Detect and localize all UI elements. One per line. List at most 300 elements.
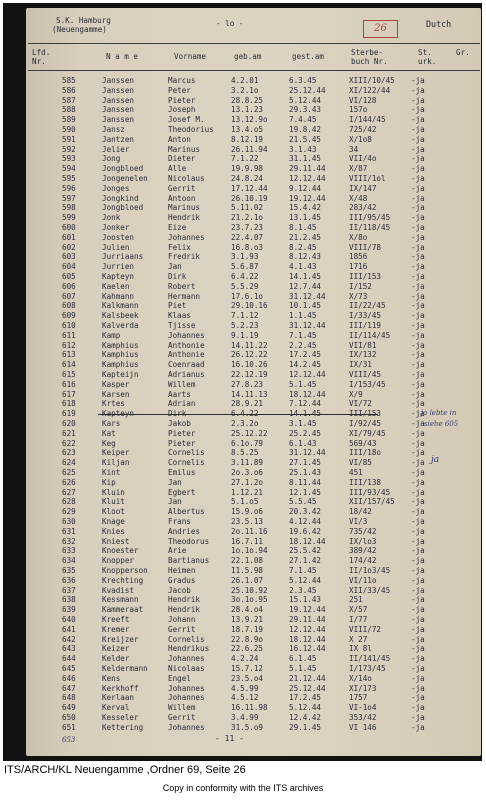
first-name: Adrian	[168, 399, 196, 409]
certificate-mark: -ja	[411, 634, 425, 644]
row-number: 644	[62, 654, 76, 664]
row-number: 592	[62, 144, 76, 154]
certificate-mark: -ja	[411, 213, 425, 223]
death-date: 6.3.45	[289, 76, 317, 85]
strikethrough-line	[98, 414, 378, 415]
certificate-mark: -ja	[411, 115, 425, 125]
death-date: 27.1.42	[289, 556, 322, 566]
row-number: 633	[62, 546, 76, 556]
row-number: 615	[62, 370, 76, 379]
row-number: 588	[62, 105, 76, 115]
certificate-mark: -ja	[411, 330, 425, 340]
death-date: 8.2.45	[289, 242, 317, 252]
surname: Jurrien	[102, 262, 135, 272]
certificate-mark: -ja	[411, 85, 425, 95]
col-gest: gest.am	[292, 52, 325, 61]
row-number: 597	[62, 193, 76, 203]
certificate-mark: -ja	[411, 624, 425, 634]
row-number: 631	[62, 526, 76, 536]
surname: Kesseler	[102, 713, 139, 722]
birth-date: 4.5.99	[231, 683, 259, 693]
birth-date: 5.6.87	[231, 262, 259, 272]
first-name: Andries	[168, 526, 201, 536]
birth-date: 3.4.99	[231, 713, 259, 722]
death-register-no: 451	[349, 468, 363, 477]
death-register-no: X/8o	[349, 232, 368, 242]
death-register-no: XI/79/45	[349, 428, 386, 438]
birth-date: 2o.11.16	[231, 526, 268, 536]
surname: Kint	[102, 468, 121, 477]
row-number: 648	[62, 693, 76, 703]
surname: Kens	[102, 673, 121, 683]
birth-date: 3o.1o.95	[231, 595, 268, 605]
birth-date: 5.2.23	[231, 321, 259, 330]
death-date: 5.12.44	[289, 575, 322, 585]
surname: Jongenelen	[102, 174, 148, 183]
certificate-mark: -ja	[411, 507, 425, 517]
surname: Joosten	[102, 232, 135, 242]
birth-date: 22.4.07	[231, 232, 264, 242]
first-name: Tjisse	[168, 321, 196, 330]
first-name: Arie	[168, 546, 187, 556]
row-number: 600	[62, 223, 76, 232]
row-number: 619	[62, 409, 76, 419]
death-register-no: I/77	[349, 615, 368, 624]
certificate-mark: -ja	[411, 389, 425, 399]
first-name: Albertus	[168, 507, 205, 517]
surname: Kloot	[102, 507, 125, 517]
certificate-mark: -ja	[411, 517, 425, 526]
surname: Jongbloed	[102, 203, 144, 213]
first-name: Adrianus	[168, 370, 205, 379]
birth-date: 15.7.12	[231, 664, 264, 673]
birth-date: 7.1.12	[231, 311, 259, 321]
birth-date: 26.12.22	[231, 350, 268, 360]
birth-date: 28.9.21	[231, 399, 264, 409]
first-name: Dirk	[168, 409, 187, 419]
death-register-no: III/153	[349, 272, 382, 281]
death-register-no: X/73	[349, 291, 368, 301]
certificate-mark: -ja	[411, 223, 425, 232]
certificate-mark: -ja	[411, 291, 425, 301]
death-register-no: X 27	[349, 634, 368, 644]
certificate-mark: -ja	[411, 95, 425, 105]
certificate-mark: -ja	[411, 664, 425, 673]
death-register-no: VI/72	[349, 399, 372, 409]
death-register-no: 283/42	[349, 203, 377, 213]
death-date: 18.12.44	[289, 389, 326, 399]
row-number: 589	[62, 115, 76, 125]
birth-date: 2.3.2o	[231, 419, 259, 428]
birth-date: 24.8.24	[231, 174, 264, 183]
birth-date: 6.1o.79	[231, 438, 264, 448]
surname: Kvadist	[102, 585, 135, 595]
note-row-618: ja lebte in	[421, 409, 457, 417]
birth-date: 25.10.92	[231, 585, 268, 595]
death-date: 21.5.45	[289, 134, 322, 144]
certificate-mark: -ja	[411, 134, 425, 144]
death-date: 1.1.45	[289, 311, 317, 321]
certificate-mark: -ja	[411, 458, 425, 468]
surname: Kalsbeek	[102, 311, 139, 321]
birth-date: 8.12.19	[231, 134, 264, 144]
birth-date: 22.12.19	[231, 370, 268, 379]
death-date: 19.8.42	[289, 125, 322, 134]
row-number: 649	[62, 703, 76, 713]
first-name: Hendrik	[168, 213, 201, 223]
row-number: 646	[62, 673, 76, 683]
camp-subname: (Neuengamme)	[52, 25, 107, 34]
death-date: 19.12.44	[289, 605, 326, 615]
surname: Kahmann	[102, 291, 135, 301]
certificate-mark: -ja	[411, 281, 425, 291]
col-name: N a m e	[106, 52, 139, 61]
note-last-nr: 653	[62, 736, 76, 744]
death-register-no: III/18o	[349, 448, 382, 458]
certificate-mark: -ja	[411, 370, 425, 379]
row-number: 632	[62, 536, 76, 546]
row-number: 638	[62, 595, 76, 605]
death-date: 7.4.45	[289, 115, 317, 125]
first-name: Johannes	[168, 722, 205, 732]
death-register-no: II/114/45	[349, 330, 391, 340]
row-number: 626	[62, 477, 76, 487]
birth-date: 13.12.9o	[231, 115, 268, 125]
birth-date: 7.1.22	[231, 154, 259, 164]
death-register-no: VI/85	[349, 458, 372, 468]
first-name: Willem	[168, 379, 196, 389]
first-name: Theodorus	[168, 536, 210, 546]
death-register-no: I/153/45	[349, 379, 386, 389]
death-register-no: IX 8l	[349, 644, 372, 654]
first-name: Gerrit	[168, 624, 196, 634]
certificate-mark: -ja	[411, 203, 425, 213]
death-date: 6.1.45	[289, 654, 317, 664]
death-date: 12.4.42	[289, 713, 322, 722]
surname: Kreeft	[102, 615, 130, 624]
certificate-mark: -ja	[411, 487, 425, 497]
row-number: 647	[62, 683, 76, 693]
first-name: Peter	[168, 85, 191, 95]
first-name: Anton	[168, 134, 191, 144]
surname: Jonker	[102, 223, 130, 232]
surname: Jansz	[102, 125, 125, 134]
birth-date: 26.10.19	[231, 193, 268, 203]
death-date: 12.1.45	[289, 487, 322, 497]
birth-date: 27.8.23	[231, 379, 264, 389]
row-number: 593	[62, 154, 76, 164]
birth-date: 18.7.19	[231, 624, 264, 634]
death-register-no: 18/42	[349, 507, 372, 517]
birth-date: 22.6.25	[231, 644, 264, 654]
surname: Kreijzer	[102, 634, 139, 644]
death-register-no: VII/4o	[349, 154, 377, 164]
surname: Kerlaan	[102, 693, 135, 703]
surname: Kamphius	[102, 350, 139, 360]
surname: Jongbloed	[102, 164, 144, 174]
death-date: 29.3.43	[289, 105, 322, 115]
birth-date: 3.1.93	[231, 252, 259, 262]
death-date: 12.12.44	[289, 370, 326, 379]
first-name: Frans	[168, 517, 191, 526]
first-name: Hendrik	[168, 595, 201, 605]
death-date: 6.1.43	[289, 438, 317, 448]
death-register-no: 735/42	[349, 526, 377, 536]
death-date: 18.12.44	[289, 634, 326, 644]
row-number: 605	[62, 272, 76, 281]
col-geb: geb.am	[234, 52, 262, 61]
birth-date: 23.5.o4	[231, 673, 264, 683]
row-number: 604	[62, 262, 76, 272]
death-register-no: XII/157/45	[349, 497, 395, 507]
certificate-mark: -ja	[411, 654, 425, 664]
first-name: Nicolaas	[168, 664, 205, 673]
surname: Kammeraat	[102, 605, 144, 615]
birth-date: 19.9.98	[231, 164, 264, 174]
row-number: 596	[62, 183, 76, 193]
certificate-mark: -ja	[411, 232, 425, 242]
death-date: 5.1.45	[289, 379, 317, 389]
death-date: 19.12.44	[289, 193, 326, 203]
first-name: Klaas	[168, 311, 191, 321]
first-name: Joseph	[168, 105, 196, 115]
first-name: Johannes	[168, 693, 205, 703]
header-rule-top	[28, 43, 480, 44]
row-number: 627	[62, 487, 76, 497]
first-name: Cornelis	[168, 458, 205, 468]
surname: Keiper	[102, 448, 130, 458]
death-date: 3.1.43	[289, 144, 317, 154]
death-date: 29.1.45	[289, 722, 322, 732]
death-date: 5.12.44	[289, 703, 322, 713]
first-name: Pieter	[168, 438, 196, 448]
death-date: 14.2.45	[289, 360, 322, 370]
death-register-no: I/152	[349, 281, 372, 291]
row-number: 617	[62, 389, 76, 399]
first-name: Marcus	[168, 76, 196, 85]
row-number: 651	[62, 722, 76, 732]
row-number: 645	[62, 664, 76, 673]
death-date: 25.12.44	[289, 683, 326, 693]
first-name: Engel	[168, 673, 191, 683]
row-number: 616	[62, 379, 76, 389]
death-register-no: III/93/45	[349, 487, 391, 497]
first-name: Dieter	[168, 154, 196, 164]
death-register-no: 251	[349, 595, 363, 605]
death-register-no: III/138	[349, 477, 382, 487]
surname: Keldermann	[102, 664, 148, 673]
birth-date: 14.11.13	[231, 389, 268, 399]
row-number: 602	[62, 242, 76, 252]
certificate-mark: -ja	[411, 556, 425, 566]
death-register-no: X/9	[349, 389, 363, 399]
row-number: 639	[62, 605, 76, 615]
first-name: Pieter	[168, 95, 196, 105]
surname: Kapteyn	[102, 409, 135, 419]
death-register-no: IX/147	[349, 183, 377, 193]
first-name: Anthonie	[168, 340, 205, 350]
surname: Kapteyn	[102, 272, 135, 281]
death-date: 7.1.45	[289, 330, 317, 340]
row-number: 603	[62, 252, 76, 262]
first-name: Gerrit	[168, 183, 196, 193]
birth-date: 9.1.19	[231, 330, 259, 340]
birth-date: 16.10.26	[231, 360, 268, 370]
surname: Kapteijn	[102, 370, 139, 379]
death-register-no: 353/42	[349, 713, 377, 722]
certificate-mark: -ja	[411, 703, 425, 713]
row-number: 628	[62, 497, 76, 507]
death-register-no: II/1o3/45	[349, 566, 391, 575]
surname: Kasper	[102, 379, 130, 389]
certificate-mark: -ja	[411, 193, 425, 203]
death-register-no: X/57	[349, 605, 368, 615]
birth-date: 6.4.22	[231, 409, 259, 419]
certificate-mark: -ja	[411, 644, 425, 654]
surname: Julien	[102, 242, 130, 252]
birth-date: 8.5.25	[231, 448, 259, 458]
surname: Knopperson	[102, 566, 148, 575]
row-number: 624	[62, 458, 76, 468]
death-date: 4.1.43	[289, 262, 317, 272]
death-date: 17.2.45	[289, 350, 322, 360]
certificate-mark: -ja	[411, 242, 425, 252]
death-register-no: 1757	[349, 693, 368, 703]
row-number: 620	[62, 419, 76, 428]
birth-date: 14.11.22	[231, 340, 268, 350]
surname: Krechting	[102, 575, 144, 585]
row-number: 594	[62, 164, 76, 174]
birth-date: 27.1.2o	[231, 477, 264, 487]
certificate-mark: -ja	[411, 164, 425, 174]
death-register-no: X/87	[349, 164, 368, 174]
surname: Kamphius	[102, 340, 139, 350]
row-number: 611	[62, 330, 76, 340]
certificate-mark: -ja	[411, 713, 425, 722]
death-register-no: VI 146	[349, 722, 377, 732]
certificate-mark: -ja	[411, 438, 425, 448]
death-date: 21.12.44	[289, 673, 326, 683]
death-date: 17.2.45	[289, 693, 322, 703]
certificate-mark: -ja	[411, 605, 425, 615]
certificate-mark: -ja	[411, 379, 425, 389]
death-register-no: 34	[349, 144, 359, 154]
birth-date: 4.5.12	[231, 693, 259, 703]
row-number: 650	[62, 713, 76, 722]
death-date: 7.12.44	[289, 399, 322, 409]
death-date: 2.2.45	[289, 340, 317, 350]
certificate-mark: -ja	[411, 419, 425, 428]
death-date: 10.1.45	[289, 301, 322, 311]
first-name: Jan	[168, 477, 182, 487]
death-date: 7.1.45	[289, 566, 317, 575]
death-register-no: 157o	[349, 105, 368, 115]
surname: Kat	[102, 428, 116, 438]
row-number: 610	[62, 321, 76, 330]
surname: Kluit	[102, 497, 125, 507]
first-name: Jan	[168, 262, 182, 272]
birth-date: 4.2.01	[231, 76, 259, 85]
death-register-no: I/33/45	[349, 311, 382, 321]
certificate-mark: -ja	[411, 409, 425, 419]
row-number: 643	[62, 644, 76, 654]
certificate-mark: -ja	[411, 693, 425, 703]
certificate-mark: -ja	[411, 144, 425, 154]
birth-date: 4.2.24	[231, 654, 259, 664]
birth-date: 23.7.23	[231, 223, 264, 232]
register-sheet	[26, 8, 481, 756]
death-date: 8.11.44	[289, 477, 322, 487]
row-number: 636	[62, 575, 76, 585]
page-stamp: 26	[363, 20, 398, 38]
first-name: Jakob	[168, 419, 191, 428]
certificate-mark: -ja	[411, 301, 425, 311]
certificate-mark: -ja	[411, 252, 425, 262]
sheet-page-number: - 11 -	[215, 734, 244, 743]
header-rule-bottom	[28, 70, 480, 71]
first-name: Hendrik	[168, 605, 201, 615]
surname: Kamphius	[102, 360, 139, 370]
row-number: 585	[62, 76, 76, 85]
death-date: 5.5.45	[289, 497, 317, 507]
surname: Knage	[102, 517, 125, 526]
death-register-no: II/118/45	[349, 223, 391, 232]
surname: Janssen	[102, 105, 135, 115]
birth-date: 26.1.07	[231, 575, 264, 585]
death-date: 31.12.44	[289, 448, 326, 458]
row-number: 623	[62, 448, 76, 458]
first-name: Emilus	[168, 468, 196, 477]
first-name: Felix	[168, 242, 191, 252]
birth-date: 26.11.94	[231, 144, 268, 154]
first-name: Jan	[168, 497, 182, 507]
death-register-no: III/119	[349, 321, 382, 330]
death-register-no: I/173/45	[349, 664, 386, 673]
first-name: Johannes	[168, 330, 205, 340]
certificate-mark: -ja	[411, 125, 425, 134]
death-date: 20.3.42	[289, 507, 322, 517]
surname: Janssen	[102, 85, 135, 95]
birth-date: 29.10.16	[231, 301, 268, 311]
col-vorname: Vorname	[174, 52, 207, 61]
death-date: 2.3.45	[289, 585, 317, 595]
first-name: Johann	[168, 615, 196, 624]
death-register-no: III/95/45	[349, 213, 391, 223]
certificate-mark: -ja	[411, 546, 425, 556]
surname: Kerkhoff	[102, 683, 139, 693]
first-name: Antoon	[168, 193, 196, 203]
first-name: Anthonie	[168, 350, 205, 360]
surname: Keg	[102, 438, 116, 448]
birth-date: 13.9.21	[231, 615, 264, 624]
first-name: Willem	[168, 703, 196, 713]
first-name: Piet	[168, 301, 187, 311]
first-name: Egbert	[168, 487, 196, 497]
row-number: 587	[62, 95, 76, 105]
surname: Janssen	[102, 76, 135, 85]
birth-date: 5.1.o5	[231, 497, 259, 507]
certificate-mark: -ja	[411, 183, 425, 193]
certificate-mark: -ja	[411, 468, 425, 477]
certificate-mark: -ja	[411, 615, 425, 624]
row-number: 614	[62, 360, 76, 370]
surname: Jonges	[102, 183, 130, 193]
first-name: Josef M.	[168, 115, 205, 125]
birth-date: 16.11.98	[231, 703, 268, 713]
row-number: 642	[62, 634, 76, 644]
birth-date: 28.4.o4	[231, 605, 264, 615]
first-name: Eize	[168, 223, 187, 232]
